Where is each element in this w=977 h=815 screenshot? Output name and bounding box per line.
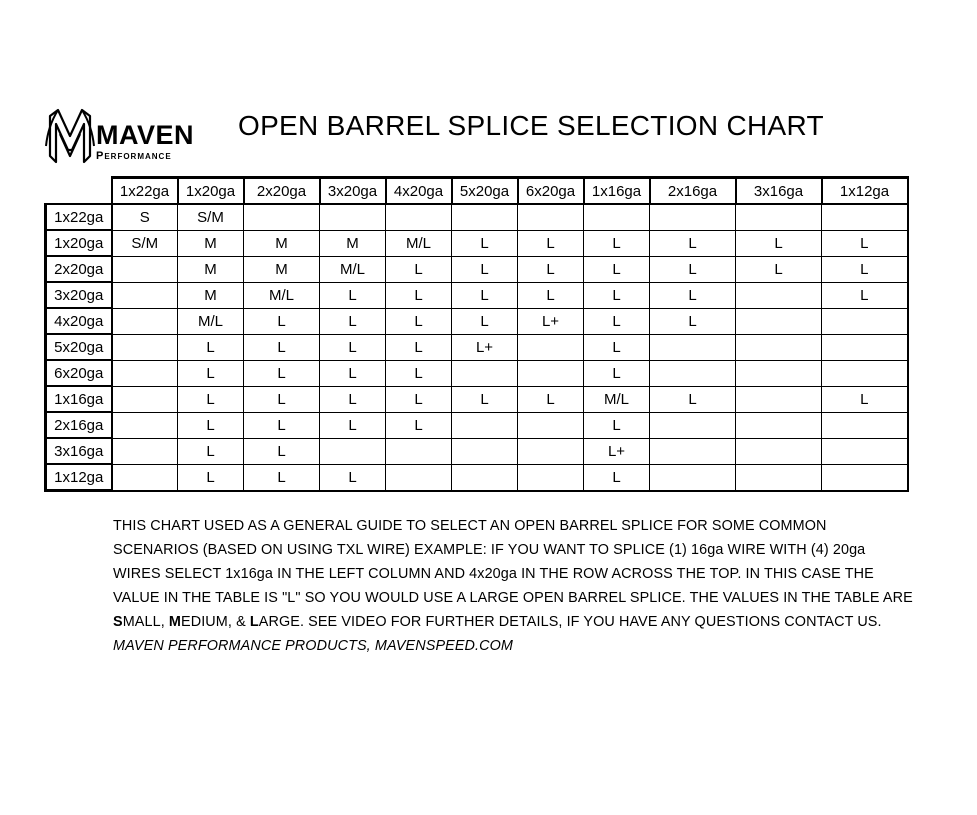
table-cell: [736, 386, 822, 412]
table-cell: M/L: [386, 230, 452, 256]
column-header: 1x16ga: [584, 178, 650, 205]
table-cell: L+: [584, 438, 650, 464]
table-cell: L: [584, 282, 650, 308]
row-header: 6x20ga: [46, 360, 112, 386]
table-cell: L: [320, 386, 386, 412]
table-cell: L: [386, 256, 452, 282]
table-cell: L: [320, 282, 386, 308]
table-cell: L: [518, 230, 584, 256]
table-cell: L: [178, 334, 244, 360]
table-row: [46, 412, 908, 438]
table-row: [46, 386, 908, 412]
table-cell: M/L: [178, 308, 244, 334]
table-cell: [736, 360, 822, 386]
column-header: 2x16ga: [650, 178, 736, 205]
table-cell: L: [386, 308, 452, 334]
table-cell: [518, 334, 584, 360]
table-cell: [736, 308, 822, 334]
brand-subtitle: Performance: [96, 150, 172, 162]
column-header: 3x20ga: [320, 178, 386, 205]
instructions-closing: ARGE. SEE VIDEO FOR FURTHER DETAILS, IF YOU HAVE ANY QUESTIONS CONTACT US.: [258, 614, 882, 630]
table-cell: [244, 204, 320, 230]
table-cell: L: [584, 230, 650, 256]
table-cell: L: [452, 230, 518, 256]
table-cell: L: [452, 308, 518, 334]
table-cell: L+: [518, 308, 584, 334]
table-cell: [386, 204, 452, 230]
table-cell: [320, 204, 386, 230]
table-cell: [112, 334, 178, 360]
table-cell: L: [650, 282, 736, 308]
table-cell: [452, 438, 518, 464]
table-cell: [650, 204, 736, 230]
table-cell: L: [320, 360, 386, 386]
size-letter-large: L: [249, 614, 259, 630]
table-cell: [452, 360, 518, 386]
table-row: [46, 204, 908, 230]
table-cell: M/L: [320, 256, 386, 282]
page-title: OPEN BARREL SPLICE SELECTION CHART: [238, 110, 824, 141]
table-cell: L: [650, 230, 736, 256]
row-header: 1x22ga: [46, 204, 112, 230]
table-cell: [112, 438, 178, 464]
table-cell: [112, 282, 178, 308]
column-header: 4x20ga: [386, 178, 452, 205]
table-cell: [736, 438, 822, 464]
table-cell: L: [244, 386, 320, 412]
table-cell: L+: [452, 334, 518, 360]
table-cell: [736, 282, 822, 308]
splice-selection-table: [44, 176, 909, 492]
table-cell: [736, 464, 822, 491]
table-cell: L: [386, 360, 452, 386]
table-cell: L: [386, 334, 452, 360]
table-cell: L: [518, 386, 584, 412]
table-cell: L: [518, 256, 584, 282]
table-header-row: [46, 178, 908, 205]
table-cell: [320, 438, 386, 464]
table-cell: [822, 464, 908, 491]
table-cell: L: [320, 308, 386, 334]
table-cell: [386, 464, 452, 491]
table-cell: [584, 204, 650, 230]
table-cell: [386, 438, 452, 464]
row-header: 1x12ga: [46, 464, 112, 491]
table-cell: L: [736, 230, 822, 256]
table-cell: L: [244, 464, 320, 491]
table-cell: [112, 464, 178, 491]
instructions-paragraph: [113, 514, 913, 658]
column-header: 1x12ga: [822, 178, 908, 205]
table-cell: M: [320, 230, 386, 256]
table-cell: M: [244, 256, 320, 282]
table-cell: M/L: [244, 282, 320, 308]
table-cell: L: [244, 308, 320, 334]
table-cell: [518, 464, 584, 491]
table-cell: [650, 412, 736, 438]
maven-m-logo-icon: [44, 106, 96, 166]
table-cell: L: [650, 308, 736, 334]
table-cell: M: [178, 282, 244, 308]
table-cell: S: [112, 204, 178, 230]
table-row: [46, 282, 908, 308]
brand-logo: [44, 106, 214, 166]
size-word-medium: EDIUM, &: [181, 614, 250, 630]
table-cell: L: [584, 464, 650, 491]
table-cell: [112, 386, 178, 412]
table-cell: L: [650, 386, 736, 412]
table-cell: L: [822, 386, 908, 412]
table-cell: [822, 438, 908, 464]
table-cell: [518, 438, 584, 464]
table-cell: L: [244, 360, 320, 386]
row-header: 2x20ga: [46, 256, 112, 282]
table-cell: [452, 412, 518, 438]
table-cell: L: [244, 438, 320, 464]
table-cell: L: [386, 386, 452, 412]
row-header: 4x20ga: [46, 308, 112, 334]
table-cell: L: [584, 360, 650, 386]
row-header: 1x20ga: [46, 230, 112, 256]
company-signoff: MAVEN PERFORMANCE PRODUCTS, MAVENSPEED.COM: [113, 638, 513, 654]
column-header: 6x20ga: [518, 178, 584, 205]
table-cell: M: [244, 230, 320, 256]
table-cell: L: [452, 282, 518, 308]
table-cell: [822, 204, 908, 230]
table-cell: [822, 360, 908, 386]
table-cell: L: [178, 438, 244, 464]
table-cell: M: [178, 230, 244, 256]
table-cell: L: [822, 230, 908, 256]
table-cell: L: [178, 464, 244, 491]
table-cell: L: [178, 360, 244, 386]
table-cell: L: [452, 386, 518, 412]
table-cell: L: [320, 464, 386, 491]
table-cell: L: [736, 256, 822, 282]
table-cell: L: [650, 256, 736, 282]
table-cell: [112, 308, 178, 334]
size-letter-medium: M: [168, 614, 181, 630]
table-cell: S/M: [178, 204, 244, 230]
table-cell: L: [584, 256, 650, 282]
table-cell: [650, 360, 736, 386]
table-corner: [46, 178, 112, 205]
table-cell: [822, 334, 908, 360]
table-cell: M: [178, 256, 244, 282]
table-cell: M/L: [584, 386, 650, 412]
table-row: [46, 438, 908, 464]
table-cell: [452, 204, 518, 230]
table-row: [46, 334, 908, 360]
table-cell: L: [822, 282, 908, 308]
table-cell: L: [244, 334, 320, 360]
table-cell: [736, 334, 822, 360]
table-cell: L: [178, 386, 244, 412]
row-header: 3x20ga: [46, 282, 112, 308]
table-cell: [112, 360, 178, 386]
table-cell: [650, 334, 736, 360]
instructions-text: THIS CHART USED AS A GENERAL GUIDE TO SELECT AN OPEN BARREL SPLICE FOR SOME COMMON SCENARIOS (BASED ON USING TXL WIRE) EXAMPLE: IF YOU WANT TO SPLICE (1) 16ga WIRE WITH (4) 20ga WIRES SELECT 1x16ga IN THE LEFT COLUMN AND 4x20ga IN THE ROW ACROSS THE TOP. IN THIS CASE THE VALUE IN THE TABLE IS "L" SO YOU WOULD USE A LARGE OPEN BARREL SPLICE. THE VALUES IN THE TABLE ARE: [113, 518, 913, 606]
column-header: 2x20ga: [244, 178, 320, 205]
table-cell: [518, 204, 584, 230]
size-letter-small: S: [113, 614, 123, 630]
table-cell: [736, 204, 822, 230]
table-row: [46, 308, 908, 334]
brand-wordmark: MAVEN: [96, 120, 195, 150]
table-row: [46, 360, 908, 386]
table-cell: [736, 412, 822, 438]
table-cell: L: [822, 256, 908, 282]
table-cell: [112, 412, 178, 438]
column-header: 5x20ga: [452, 178, 518, 205]
table-cell: [112, 256, 178, 282]
table-cell: [518, 360, 584, 386]
table-cell: L: [452, 256, 518, 282]
table-row: [46, 256, 908, 282]
column-header: 1x20ga: [178, 178, 244, 205]
table-cell: L: [386, 282, 452, 308]
column-header: 3x16ga: [736, 178, 822, 205]
table-cell: L: [584, 412, 650, 438]
table-cell: L: [518, 282, 584, 308]
table-cell: [518, 412, 584, 438]
table-cell: L: [584, 308, 650, 334]
table-cell: L: [320, 412, 386, 438]
row-header: 2x16ga: [46, 412, 112, 438]
table-cell: [650, 464, 736, 491]
table-cell: L: [320, 334, 386, 360]
table-row: [46, 230, 908, 256]
table-cell: [822, 412, 908, 438]
table-row: [46, 464, 908, 491]
table-cell: [452, 464, 518, 491]
table-cell: L: [244, 412, 320, 438]
row-header: 1x16ga: [46, 386, 112, 412]
table-cell: L: [178, 412, 244, 438]
row-header: 3x16ga: [46, 438, 112, 464]
column-header: 1x22ga: [112, 178, 178, 205]
table-cell: L: [386, 412, 452, 438]
table-cell: [650, 438, 736, 464]
size-word-small: MALL,: [122, 614, 169, 630]
table-cell: L: [584, 334, 650, 360]
table-cell: [822, 308, 908, 334]
table-cell: S/M: [112, 230, 178, 256]
row-header: 5x20ga: [46, 334, 112, 360]
